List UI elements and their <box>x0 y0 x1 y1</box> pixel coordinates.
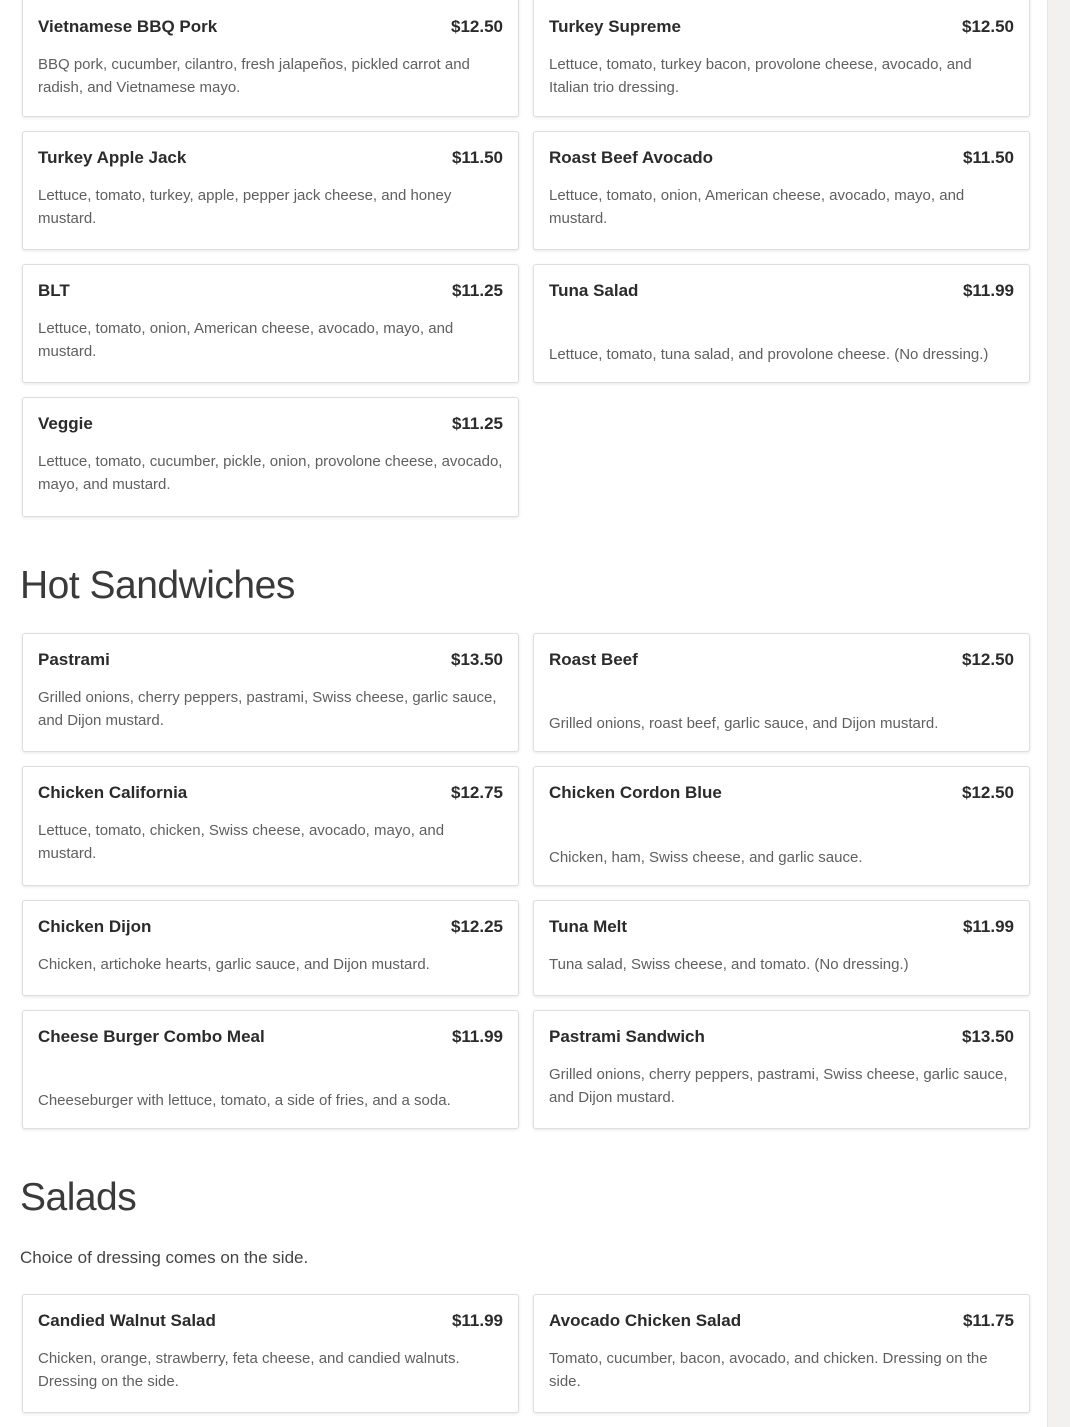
menu-item-description: Chicken, artichoke hearts, garlic sauce, and Dijon mustard. <box>38 956 430 973</box>
menu-item-price: $11.75 <box>962 1311 1014 1330</box>
menu-item-description: Lettuce, tomato, turkey bacon, provolone cheese, avocado, and Italian trio dressing. <box>549 56 972 96</box>
menu-item-description: BBQ pork, cucumber, cilantro, fresh jalapeños, pickled carrot and radish, and Vietnamese mayo. <box>38 56 470 96</box>
menu-item-card <box>22 633 519 752</box>
menu-item-card <box>22 766 519 886</box>
menu-item-description: Chicken, orange, strawberry, feta cheese, and candied walnuts. Dressing on the side. <box>38 1350 460 1390</box>
menu-item-header <box>38 917 503 939</box>
menu-item-card <box>22 397 519 517</box>
menu-item-header <box>549 17 1014 39</box>
menu-item-price: $12.25 <box>451 917 503 936</box>
menu-item-price: $11.25 <box>451 414 503 433</box>
menu-item-header <box>549 783 1014 805</box>
menu-item-card <box>22 900 519 996</box>
menu-item-header <box>549 281 1014 303</box>
menu-item-price: $11.99 <box>962 281 1014 300</box>
section-note: Choice of dressing comes on the side. <box>20 1248 309 1267</box>
menu-item-header <box>38 1027 503 1049</box>
menu-item-card <box>533 0 1030 117</box>
menu-item-card <box>533 900 1030 996</box>
menu-item-card <box>533 264 1030 383</box>
menu-item-name: Veggie <box>38 414 93 433</box>
menu-item-header <box>549 650 1014 672</box>
menu-item-card <box>22 0 519 117</box>
menu-item-name: Roast Beef <box>549 650 638 669</box>
menu-item-description: Grilled onions, cherry peppers, pastrami, Swiss cheese, garlic sauce, and Dijon mustard. <box>38 689 497 729</box>
menu-item-card <box>22 264 519 383</box>
menu-item-header <box>38 148 503 170</box>
menu-item-card <box>533 1010 1030 1129</box>
menu-item-description: Lettuce, tomato, turkey, apple, pepper jack cheese, and honey mustard. <box>38 187 452 227</box>
menu-item-price: $11.99 <box>962 917 1014 936</box>
menu-item-description: Lettuce, tomato, onion, American cheese, avocado, mayo, and mustard. <box>38 320 454 360</box>
menu-item-header <box>549 917 1014 939</box>
menu-item-description: Lettuce, tomato, onion, American cheese, avocado, mayo, and mustard. <box>549 187 965 227</box>
menu-item-card <box>533 633 1030 752</box>
section-title-salads: Salads <box>20 1176 137 1219</box>
menu-item-name: Pastrami Sandwich <box>549 1027 705 1046</box>
menu-item-name: Avocado Chicken Salad <box>549 1311 742 1330</box>
menu-item-price: $11.50 <box>451 148 503 167</box>
section-title-hot-sandwiches: Hot Sandwiches <box>20 564 295 607</box>
scrollbar-track[interactable] <box>1047 0 1070 1427</box>
menu-item-price: $12.50 <box>962 650 1014 669</box>
menu-item-price: $12.75 <box>451 783 503 802</box>
menu-item-price: $11.99 <box>451 1311 503 1330</box>
menu-item-name: BLT <box>38 281 70 300</box>
menu-item-card <box>22 1010 519 1129</box>
menu-item-name: Vietnamese BBQ Pork <box>38 17 218 36</box>
menu-item-name: Cheese Burger Combo Meal <box>38 1027 265 1046</box>
menu-item-header <box>38 281 503 303</box>
menu-item-description: Grilled onions, roast beef, garlic sauce, and Dijon mustard. <box>549 715 939 732</box>
menu-item-header <box>549 148 1014 170</box>
menu-item-header <box>38 783 503 805</box>
menu-item-description: Cheeseburger with lettuce, tomato, a side of fries, and a soda. <box>38 1092 451 1109</box>
menu-item-header <box>549 1311 1014 1333</box>
menu-item-description: Chicken, ham, Swiss cheese, and garlic sauce. <box>549 849 863 866</box>
menu-item-header <box>38 414 503 436</box>
menu-item-name: Candied Walnut Salad <box>38 1311 216 1330</box>
menu-item-name: Pastrami <box>38 650 110 669</box>
menu-item-price: $11.25 <box>451 281 503 300</box>
menu-item-header <box>38 17 503 39</box>
menu-item-name: Tuna Melt <box>549 917 628 936</box>
menu-item-description: Grilled onions, cherry peppers, pastrami, Swiss cheese, garlic sauce, and Dijon mustard. <box>549 1066 1008 1106</box>
menu-item-header <box>549 1027 1014 1049</box>
menu-item-price: $12.50 <box>451 17 503 36</box>
menu-item-card <box>533 131 1030 250</box>
menu-item-price: $11.50 <box>962 148 1014 167</box>
menu-item-price: $13.50 <box>962 1027 1014 1046</box>
menu-item-description: Tomato, cucumber, bacon, avocado, and chicken. Dressing on the side. <box>549 1350 988 1390</box>
menu-item-name: Roast Beef Avocado <box>549 148 714 167</box>
menu-item-description: Tuna salad, Swiss cheese, and tomato. (No dressing.) <box>549 956 909 973</box>
menu-item-card <box>22 131 519 250</box>
menu-item-description: Lettuce, tomato, chicken, Swiss cheese, avocado, mayo, and mustard. <box>38 822 445 862</box>
menu-item-name: Turkey Supreme <box>549 17 681 36</box>
menu-item-name: Chicken Dijon <box>38 917 152 936</box>
menu-item-name: Chicken California <box>38 783 188 802</box>
menu-item-name: Chicken Cordon Blue <box>549 783 722 802</box>
menu-item-price: $12.50 <box>962 783 1014 802</box>
menu-item-price: $11.99 <box>451 1027 503 1046</box>
menu-item-card <box>533 1294 1030 1413</box>
menu-item-price: $12.50 <box>962 17 1014 36</box>
menu-item-card <box>22 1294 519 1413</box>
menu-item-card <box>533 766 1030 886</box>
menu-item-description: Lettuce, tomato, cucumber, pickle, onion, provolone cheese, avocado, mayo, and mustard. <box>38 453 503 493</box>
menu-item-price: $13.50 <box>451 650 503 669</box>
menu-item-header <box>38 650 503 672</box>
menu-item-name: Turkey Apple Jack <box>38 148 187 167</box>
menu-item-description: Lettuce, tomato, tuna salad, and provolone cheese. (No dressing.) <box>549 346 989 363</box>
menu-item-header <box>38 1311 503 1333</box>
menu-item-name: Tuna Salad <box>549 281 639 300</box>
